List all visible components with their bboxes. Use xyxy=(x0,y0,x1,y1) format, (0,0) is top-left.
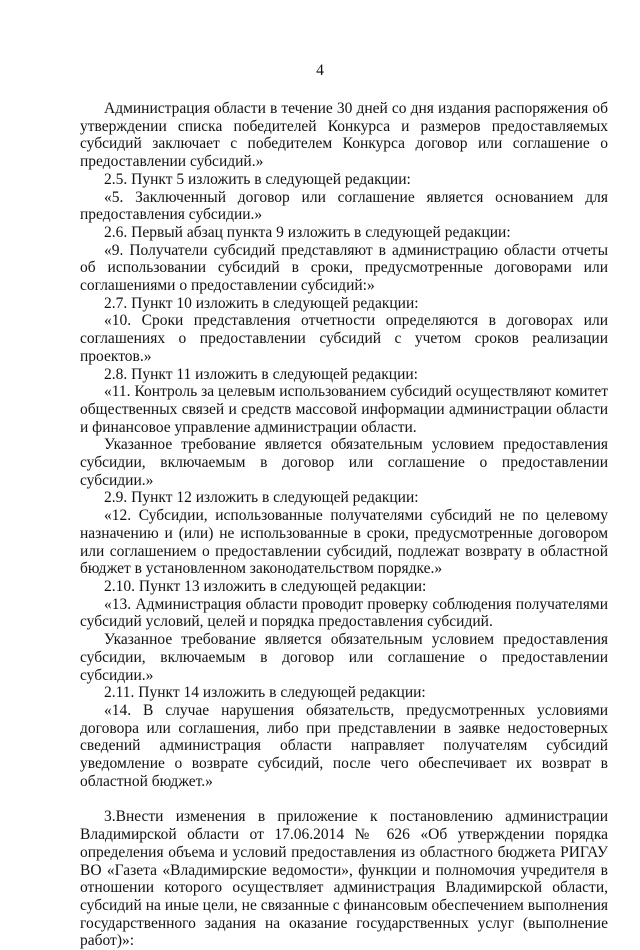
paragraph-item-2-7: 2.7. Пункт 10 изложить в следующей редакции: xyxy=(104,294,419,312)
paragraph-admin-contract: Администрация области в течение 30 дней со дня издания распоряжения об утверждении списка победителей Конкурса и размеров предоставляемых субсидий заключает с победителем Конкурса договор или соглашение о предоставлении субсидий.» xyxy=(80,100,608,171)
paragraph-item-2-11: 2.11. Пункт 14 изложить в следующей редакции: xyxy=(104,684,426,702)
document-body xyxy=(80,100,608,950)
paragraph-clause-12: «12. Субсидии, использованные получателями субсидий не по целевому назначению и (или) не использованные в сроки, предусмотренные договором или соглашением о предоставлении субсидий, подлежат возврату в областной бюджет в установленном законодательством порядке.» xyxy=(80,507,608,578)
paragraph-clause-10: «10. Сроки представления отчетности определяются в договорах или соглашениях о предоставлении субсидий с учетом сроков реализации проектов.» xyxy=(80,312,608,365)
paragraph-clause-11: «11. Контроль за целевым использованием субсидий осуществляют комитет общественных связей и средств массовой информации администрации области и финансовое управление администрации области. xyxy=(80,383,608,436)
paragraph-clause-13: «13. Администрация области проводит проверку соблюдения получателями субсидий условий, целей и порядка предоставления субсидий. xyxy=(80,595,608,631)
paragraph-item-2-5: 2.5. Пункт 5 изложить в следующей редакции: xyxy=(104,170,411,188)
paragraph-requirement-1: Указанное требование является обязательным условием предоставления субсидии, включаемым в договор или соглашение о предоставлении субсидии.» xyxy=(80,436,608,489)
paragraph-clause-5: «5. Заключенный договор или соглашение является основанием для предоставления субсидии.» xyxy=(80,188,608,224)
paragraph-item-2-8: 2.8. Пункт 11 изложить в следующей редакции: xyxy=(104,365,418,383)
paragraph-item-2-10: 2.10. Пункт 13 изложить в следующей редакции: xyxy=(104,577,427,595)
paragraph-requirement-2: Указанное требование является обязательным условием предоставления субсидии, включаемым в договор или соглашение о предоставлении субсидии.» xyxy=(80,631,608,684)
paragraph-item-2-6: 2.6. Первый абзац пункта 9 изложить в следующей редакции: xyxy=(104,223,511,241)
paragraph-clause-9: «9. Получатели субсидий представляют в администрацию области отчеты об использовании субсидий в сроки, предусмотренные договорами или соглашениями о предоставлении субсидий:» xyxy=(80,241,608,295)
page-number: 4 xyxy=(316,62,324,79)
paragraph-clause-14: «14. В случае нарушения обязательств, предусмотренных условиями договора или соглашения, либо при представлении в заявке недостоверных сведений администрация области направляет получателям субсидий уведомление о возврате субсидий, после чего обеспечивает их возврат в областной бюджет.» xyxy=(80,701,608,790)
paragraph-item-2-9: 2.9. Пункт 12 изложить в следующей редакции: xyxy=(104,489,419,507)
paragraph-item-3: 3.Внести изменения в приложение к постановлению администрации Владимирской области от 17.06.2014 № 626 «Об утверждении порядка определения объема и условий предоставления из областного бюджета РИГАУ ВО «Газета «Владимирские ведомости», функции и полномочия учредителя в отношении которого осуществляет администрация Владимирской области, субсидий на иные цели, не связанные с финансовым обеспечением выполнения государственного задания на оказание государственных услуг (выполнение работ)»: xyxy=(80,808,608,950)
